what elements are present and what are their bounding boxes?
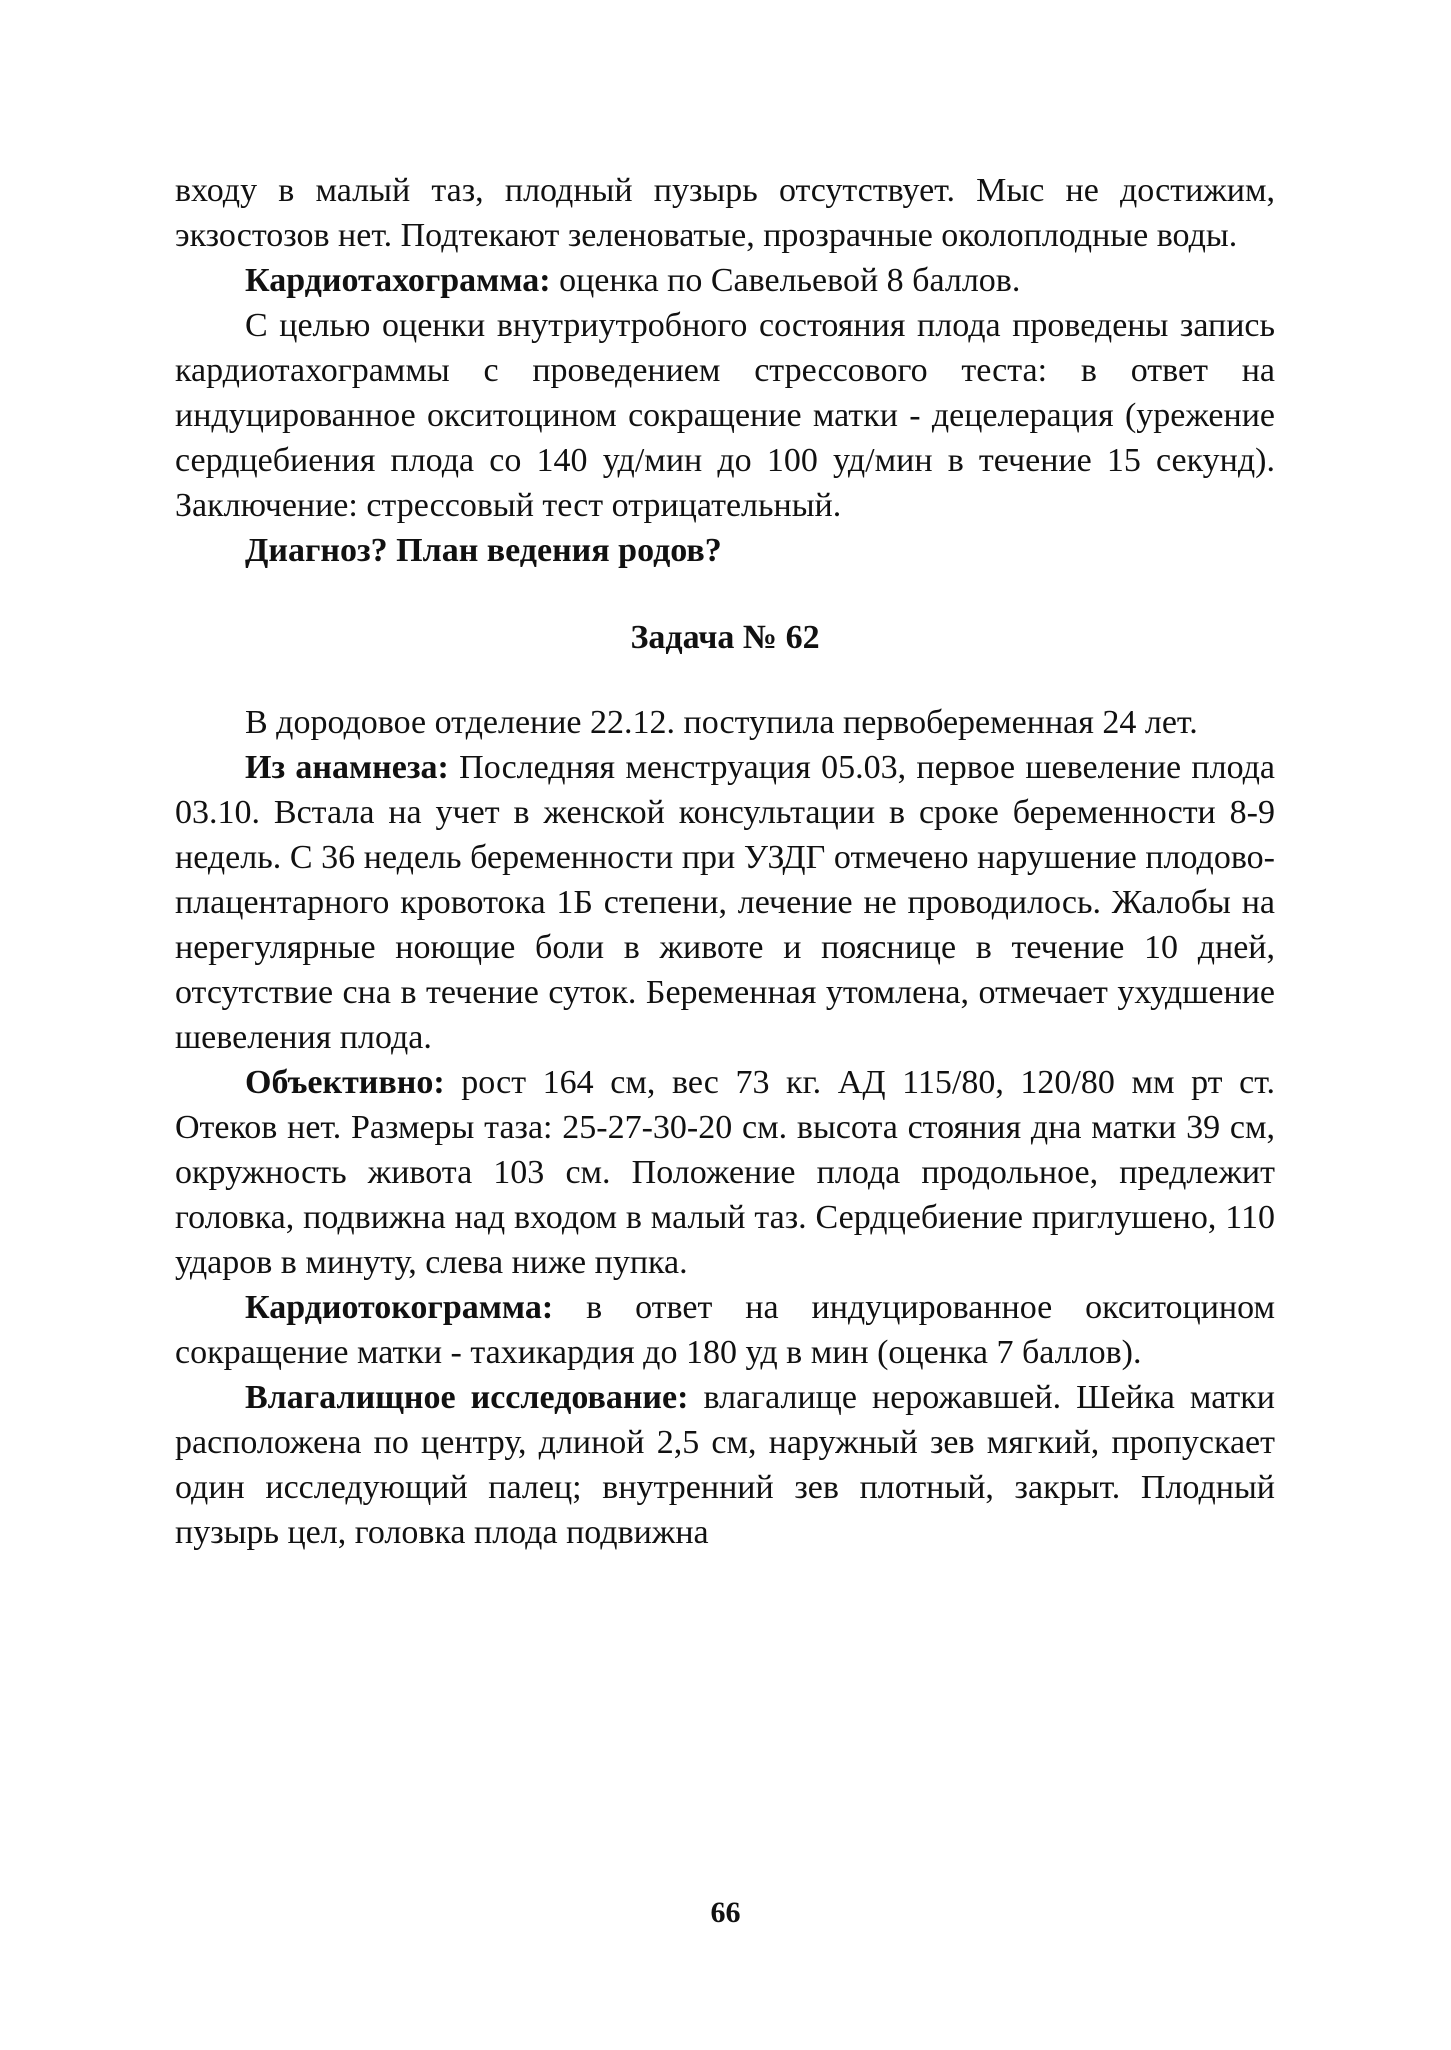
question-text: Диагноз? План ведения родов? xyxy=(245,532,722,569)
paragraph-cardiotocogram xyxy=(175,1285,1275,1375)
paragraph-text: С целью оценки внутриутробного состояния плода проведены запись кардиотахограммы с проведением стрессового теста: в ответ на индуцированное окситоцином сокращение матки - децелерация (урежение сердцебиения плода со 140 уд/мин до 100 уд/мин в течение 15 секунд). Заключение: стрессовый тест отрицательный. xyxy=(175,307,1275,524)
paragraph-text: В дородовое отделение 22.12. поступила первобеременная 24 лет. xyxy=(245,704,1198,741)
paragraph-cardiotachogram xyxy=(175,258,1275,303)
paragraph-text: входу в малый таз, плодный пузырь отсутствует. Мыс не достижим, экзостозов нет. Подтекают зеленоватые, прозрачные околоплодные воды. xyxy=(175,172,1275,254)
paragraph-text: рост 164 см, вес 73 кг. АД 115/80, 120/80 мм рт ст. Отеков нет. Размеры таза: 25-27-30-20 см. высота стояния дна матки 39 см, окружность живота 103 см. Положение плода продольное, предлежит головка, подвижна над входом в малый таз. Сердцебиение приглушено, 110 ударов в минуту, слева ниже пупка. xyxy=(175,1064,1275,1281)
paragraph-text: Последняя менструация 05.03, первое шевеление плода 03.10. Встала на учет в женской консультации в сроке беременности 8-9 недель. С 36 недель беременности при УЗДГ отмечено нарушение плодово-плацентарного кровотока 1Б степени, лечение не проводилось. Жалобы на нерегулярные ноющие боли в животе и пояснице в течение 10 дней, отсутствие сна в течение суток. Беременная утомлена, отмечает ухудшение шевеления плода. xyxy=(175,749,1276,1056)
paragraph-text: оценка по Савельевой 8 баллов. xyxy=(550,262,1021,299)
paragraph-question xyxy=(175,528,1275,573)
paragraph-label: Кардиотокограмма: xyxy=(245,1289,554,1326)
page-body xyxy=(175,168,1275,1555)
paragraph-label: Кардиотахограмма: xyxy=(245,262,551,299)
page-number: 66 xyxy=(710,1896,741,1929)
paragraph-objective xyxy=(175,1060,1275,1285)
paragraph-continuation xyxy=(175,168,1275,258)
paragraph-label: Влагалищное исследование: xyxy=(245,1379,689,1416)
paragraph-label: Из анамнеза: xyxy=(245,749,449,786)
paragraph-text: в ответ на индуцированное окситоцином сокращение матки - тахикардия до 180 уд в мин (оценка 7 баллов). xyxy=(175,1289,1275,1371)
paragraph-anamnesis xyxy=(175,745,1275,1060)
paragraph-vaginal-exam xyxy=(175,1375,1275,1555)
paragraph-stress-test xyxy=(175,303,1275,528)
task-heading: Задача № 62 xyxy=(630,619,820,656)
paragraph-label: Объективно: xyxy=(245,1064,445,1101)
paragraph-admission xyxy=(175,700,1275,745)
paragraph-text: влагалище нерожавшей. Шейка матки расположена по центру, длиной 2,5 см, наружный зев мягкий, пропускает один исследующий палец; внутренний зев плотный, закрыт. Плодный пузырь цел, головка плода подвижна xyxy=(175,1379,1275,1551)
